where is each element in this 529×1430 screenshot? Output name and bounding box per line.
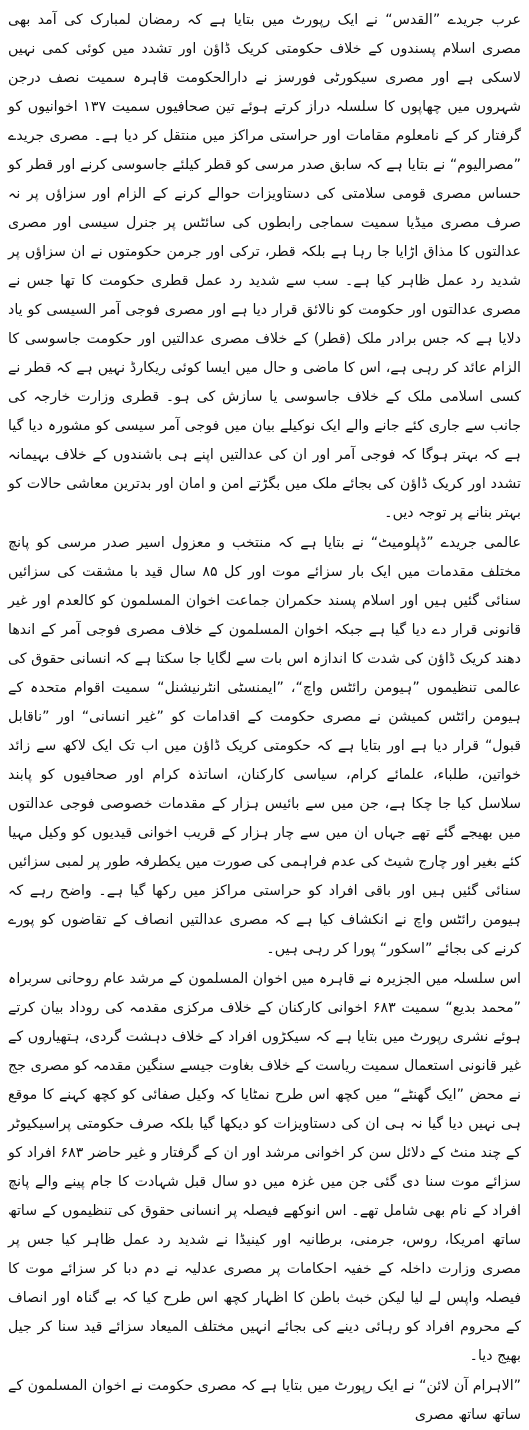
paragraph-al-jazeera-report: اس سلسلہ میں الجزیرہ نے قاہرہ میں اخوان المسلمون کے مرشد عام روحانی سربراہ ”محمد بدیع“ سمیت ۶۸۳ اخوانی کارکنان کے خلاف مرکزی مقدمہ کی روداد بیان کرتے ہوئے نشری رپورٹ میں بتایا ہے کہ سیکڑوں افراد کے خلاف دہشت گردی، ہتھیاروں کے غیر قانونی استعمال سمیت ریاست کے خلاف بغاوت جیسے سنگین مقدمہ کو مصری جج نے محض ”ایک گھنٹے“ میں کچھ اس طرح نمٹایا کہ وکیل صفائی کو کچھ کہنے کا موقع ہی نہیں دیا گیا نہ ہی ان کی دستاویزات کو دیکھا گیا بلکہ صرف حکومتی پراسیکیوٹر کے چند منٹ کے دلائل سن کر اخوانی مرشد اور ان کے گرفتار و غیر حاضر ۶۸۳ افراد کو سزائے موت سنا دی گئی جن میں غزہ میں دو سال قبل شہادت کا جام پینے والے پانچ افراد کے نام بھی شامل تھے۔ اس انوکھے فیصلہ پر انسانی حقوق کی تنظیموں کے ساتھ ساتھ امریکا، روس، جرمنی، برطانیہ اور کینیڈا نے شدید رد عمل ظاہر کیا جس پر مصری وزارت داخلہ کے خفیہ احکامات پر مصری عدلیہ نے دم دبا کر سزائے موت کا فیصلہ واپس لے لیا لیکن خبث باطن کا اظہار کچھ اس طرح کیا کہ بے گناہ اور انصاف کے محروم افراد کو رہائی دینے کی بجائے انہیں مختلف المیعاد سزائے قید سنا کر جیل بھیج دیا۔	[8, 971, 521, 1364]
paragraph-diplomat-report: عالمی جریدے ”ڈپلومیٹ“ نے بتایا ہے کہ منتخب و معزول اسیر صدر مرسی کو پانچ مختلف مقدمات میں ایک بار سزائے موت اور کل ۸۵ سال قید با مشقت کی سزائیں سنائی گئیں ہیں اور اسلام پسند حکمران جماعت اخوان المسلمون کو کالعدم اور غیر قانونی قرار دے دیا گیا ہے جبکہ اخوان المسلمون کے خلاف مصری فوجی آمر کے اندھا دھند کریک ڈاؤن کی شدت کا اندازہ اس بات سے لگایا جا سکتا ہے کہ انسانی حقوق کی عالمی تنظیموں ”ہیومن رائٹس واچ“، ”ایمنسٹی انٹرنیشنل“ سمیت اقوام متحدہ کے ہیومن رائٹس کمیشن نے مصری حکومت کے اقدامات کو ”غیر انسانی“ اور ”ناقابل قبول“ قرار دیا ہے اور بتایا ہے کہ حکومتی کریک ڈاؤن میں اب تک ایک لاکھ سے زائد خواتین، طلباء، علمائے کرام، سیاسی کارکنان، اساتذہ کرام اور صحافیوں کو پابند سلاسل کیا جا چکا ہے، جن میں سے بائیس ہزار کے مقدمات خصوصی فوجی عدالتوں میں بھیجے گئے تھے جہاں ان میں سے چار ہزار کے قریب اخوانی قیدیوں کو وکیل مہیا کئے بغیر اور چارج شیٹ کی عدم فراہمی کی صورت میں یکطرفہ طور پر لمبی سزائیں سنائی گئیں ہیں اور باقی افراد کو حراستی مراکز میں رکھا گیا ہے۔ واضح رہے کہ ہیومن رائٹس واچ نے انکشاف کیا ہے کہ مصری عدالتیں انصاف کے تقاضوں کو پورے کرنے کی بجائے ”اسکور“ پورا کر رہی ہیں۔	[8, 535, 521, 957]
paragraph-al-ahram-report: ”الاہرام آن لائن“ نے ایک رپورٹ میں بتایا ہے کہ مصری حکومت نے اخوان المسلمون کے ساتھ ساتھ مصری	[8, 1378, 521, 1423]
paragraph-al-quds-report: عرب جریدے ”القدس“ نے ایک رپورٹ میں بتایا ہے کہ رمضان لمبارک کی آمد بھی مصری اسلام پسندوں کے خلاف حکومتی کریک ڈاؤن اور تشدد میں کوئی کمی نہیں لاسکی ہے اور مصری سیکورٹی فورسز نے دارالحکومت قاہرہ سمیت نصف درجن شہروں میں چھاپوں کا سلسلہ دراز کرتے ہوئے تین صحافیوں سمیت ۱۳۷ اخوانیوں کو گرفتار کر کے نامعلوم مقامات اور حراستی مراکز میں منتقل کر دیا ہے۔ مصری جریدے ”مصرالیوم“ نے بتایا ہے کہ سابق صدر مرسی کو قطر کیلئے جاسوسی کرنے اور قطر کو حساس مصری قومی سلامتی کی دستاویزات حوالے کرنے کے الزام اور سزاؤں پر نہ صرف مصری میڈیا سمیت سماجی رابطوں کی سائٹس پر جنرل سیسی اور مصری عدالتوں کا مذاق اڑایا جا رہا ہے بلکہ قطر، ترکی اور جرمن حکومتوں نے ان سزاؤں پر شدید رد عمل ظاہر کیا ہے۔ سب سے شدید رد عمل قطری حکومت کا تھا جس نے مصری عدالتوں اور حکومت کو نالائق قرار دیا ہے اور مصری فوجی آمر السیسی کو یاد دلایا ہے کہ جس برادر ملک (قطر) کے خلاف مصری عدالتیں اور حکومت جاسوسی کا الزام عائد کر رہی ہے، اس کا ماضی و حال میں ایسا کوئی ریکارڈ نہیں ہے کہ قطر نے کسی اسلامی ملک کے خلاف جاسوسی یا سازش کی ہو۔ قطری وزارت خارجہ کی جانب سے جاری کئے جانے والے ایک نوکیلے بیان میں فوجی آمر سیسی کو مشورہ دیا گیا ہے کہ بہتر ہوگا کہ فوجی آمر اور ان کی عدالتیں اپنے ہی باشندوں کے خلاف بہیمانہ تشدد اور کریک ڈاؤن کی بجائے ملک میں بگڑتے امن و امان اور بدترین معاشی حالات کو بہتر بنانے پر توجہ دیں۔	[8, 12, 521, 521]
